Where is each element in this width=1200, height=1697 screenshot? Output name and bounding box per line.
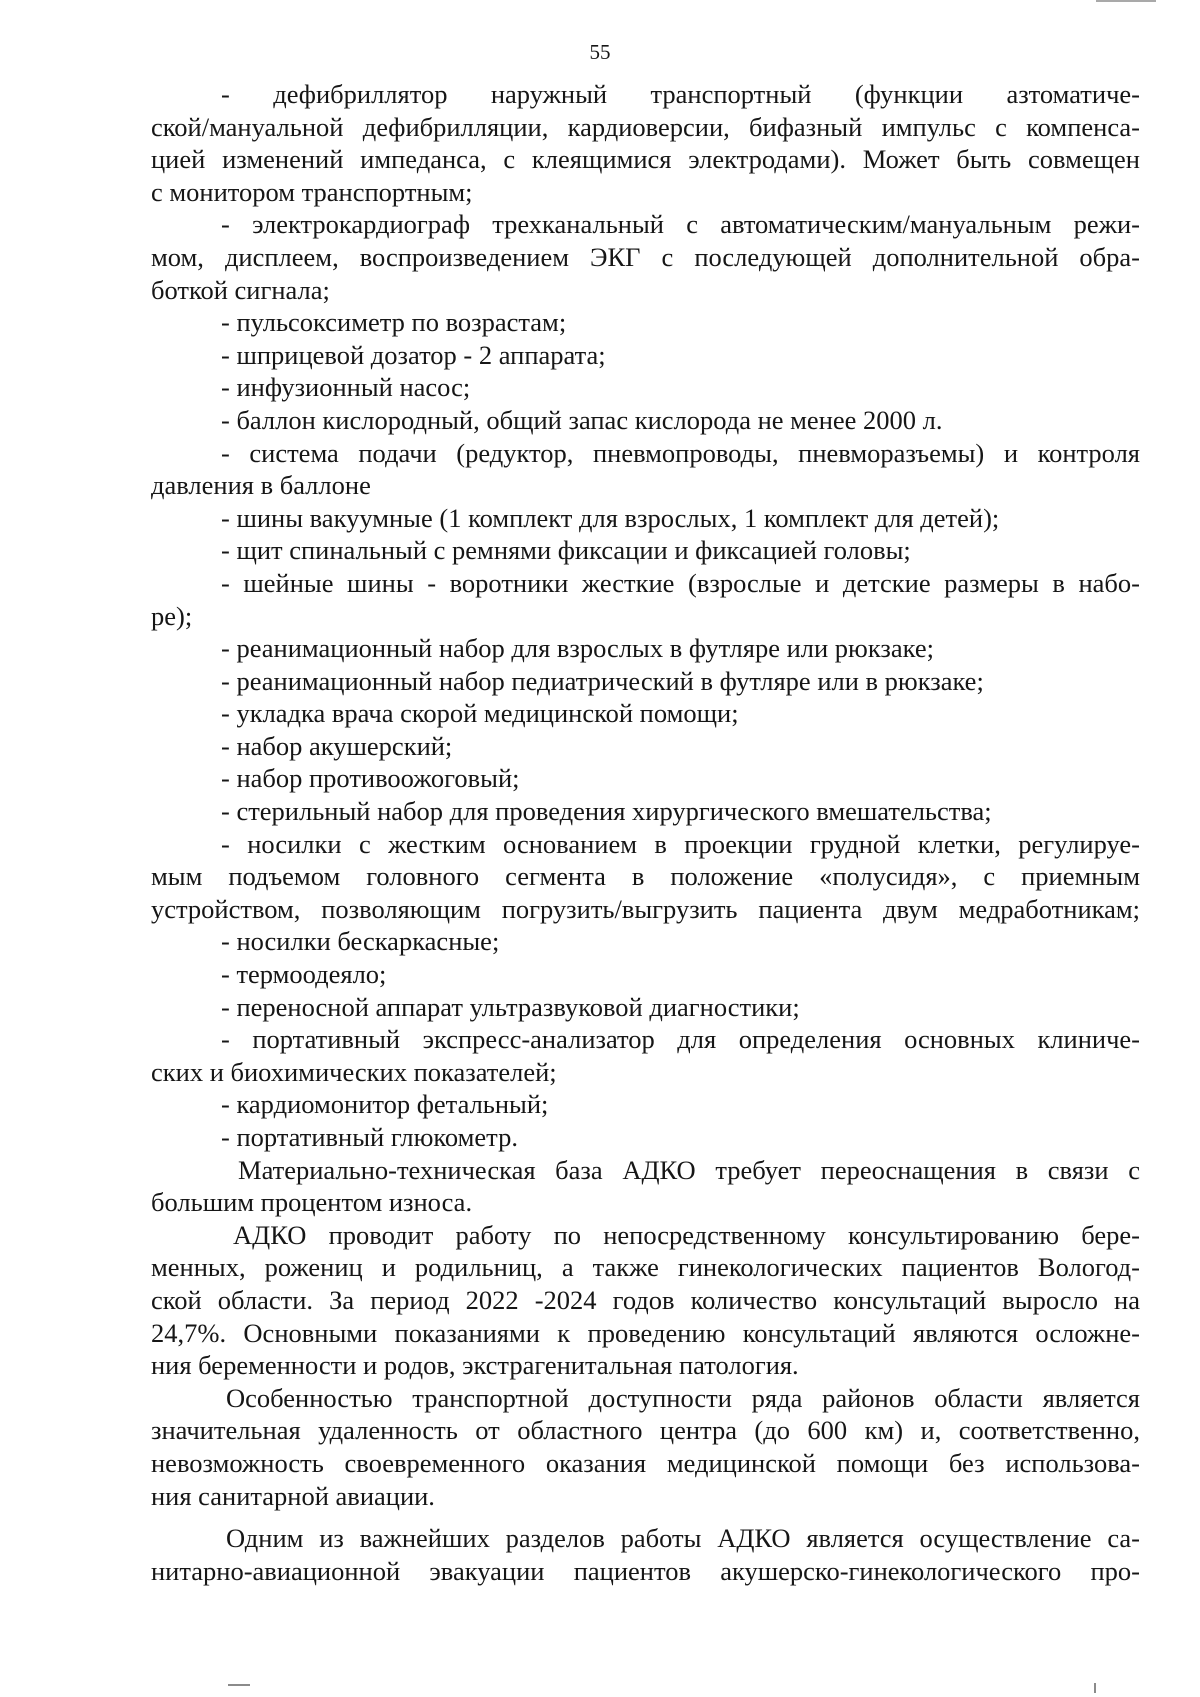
- text-line: - носилки с жестким основанием в проекции грудной клетки, регулируе-: [221, 828, 1140, 859]
- text-line: мом, дисплеем, воспроизведением ЭКГ с последующей дополнительной обра-: [151, 241, 1140, 272]
- text-line: - дефибриллятор наружный транспортный (функции азтоматиче-: [221, 79, 1140, 109]
- text-line: - реанимационный набор педиатрический в футляре или в рюкзаке;: [221, 665, 984, 696]
- text-line: - кардиомонитор фетальный;: [221, 1089, 549, 1120]
- text-line: - шейные шины - воротники жесткие (взрослые и детские размеры в набо-: [221, 567, 1140, 598]
- text-line: большим процентом износа.: [151, 1187, 473, 1218]
- text-line: - реанимационный набор для взрослых в футляре или рюкзаке;: [221, 633, 934, 664]
- text-line: - портативный глюкометр.: [221, 1122, 518, 1152]
- text-line: ских и биохимических показателей;: [151, 1056, 557, 1087]
- text-line: - стерильный набор для проведения хирургического вмешательства;: [221, 796, 992, 827]
- text-line: АДКО проводит работу по непосредственному консультированию бере-: [233, 1219, 1140, 1250]
- text-line: - шины вакуумные (1 комплект для взрослых, 1 комплект для детей);: [221, 502, 1000, 533]
- text-line: - переносной аппарат ультразвуковой диагностики;: [221, 991, 800, 1022]
- text-line: - шприцевой дозатор - 2 аппарата;: [221, 339, 606, 370]
- text-line: - носилки бескаркасные;: [221, 926, 500, 957]
- text-line: - баллон кислородный, общий запас кислорода не менее 2000 л.: [221, 404, 943, 435]
- scan-artifact-top: [1096, 0, 1156, 6]
- text-line: - набор акушерский;: [221, 730, 453, 761]
- text-line: - инфузионный насос;: [221, 372, 471, 403]
- text-line: Материально-техническая база АДКО требует переоснащения в связи с: [238, 1154, 1140, 1185]
- text-line: цией изменений импеданса, с клеящимися электродами). Может быть совмещен: [151, 144, 1140, 175]
- text-line: - электрокардиограф трехканальный с автоматическим/мануальным режи-: [221, 209, 1140, 240]
- text-line: ской/мануальной дефибрилляции, кардиоверсии, бифазный импульс с компенса-: [151, 111, 1140, 142]
- scan-artifact-bottom-left: [228, 1684, 250, 1689]
- text-line: - система подачи (редуктор, пневмопроводы, пневморазъемы) и контроля: [221, 437, 1140, 468]
- text-line: менных, рожениц и родильниц, а также гинекологических пациентов Вологод-: [151, 1252, 1140, 1283]
- text-line: - термоодеяло;: [221, 959, 387, 990]
- text-line: ре);: [151, 600, 193, 631]
- text-line: мым подъемом головного сегмента в положение «полусидя», с приемным: [151, 861, 1140, 892]
- text-line: 24,7%. Основными показаниями к проведению консультаций являются осложне-: [151, 1317, 1140, 1348]
- text-line: нитарно-авиационной эвакуации пациентов акушерско-гинекологического про-: [151, 1555, 1140, 1586]
- text-line: Особенностью транспортной доступности ряда районов области является: [226, 1382, 1140, 1413]
- text-line: боткой сигнала;: [151, 274, 330, 305]
- text-line: - набор противоожоговый;: [221, 763, 520, 794]
- text-line: ской области. За период 2022 -2024 годов количество консультаций выросло на: [151, 1284, 1140, 1315]
- text-line: - укладка врача скорой медицинской помощи;: [221, 698, 739, 729]
- text-line: ния санитарной авиации.: [151, 1480, 435, 1511]
- scan-artifact-bottom-right: [1094, 1683, 1096, 1693]
- document-body: [151, 78, 1140, 1587]
- text-line: значительная удаленность от областного центра (до 600 км) и, соответственно,: [151, 1415, 1140, 1446]
- text-line: давления в баллоне: [151, 470, 371, 501]
- text-line: устройством, позволяющим погрузить/выгрузить пациента двум медработникам;: [151, 893, 1140, 924]
- page-number: 55: [589, 40, 611, 64]
- text-line: невозможность своевременного оказания медицинской помощи без использова-: [151, 1447, 1140, 1478]
- text-line: с монитором транспортным;: [151, 176, 473, 207]
- text-line: - пульсоксиметр по возрастам;: [221, 307, 567, 338]
- text-line: Одним из важнейших разделов работы АДКО является осуществление са-: [226, 1523, 1140, 1554]
- text-line: - щит спинальный с ремнями фиксации и фиксацией головы;: [221, 535, 911, 566]
- text-line: - портативный экспресс-анализатор для определения основных клиниче-: [221, 1024, 1140, 1055]
- text-line: ния беременности и родов, экстрагенитальная патология.: [151, 1350, 799, 1381]
